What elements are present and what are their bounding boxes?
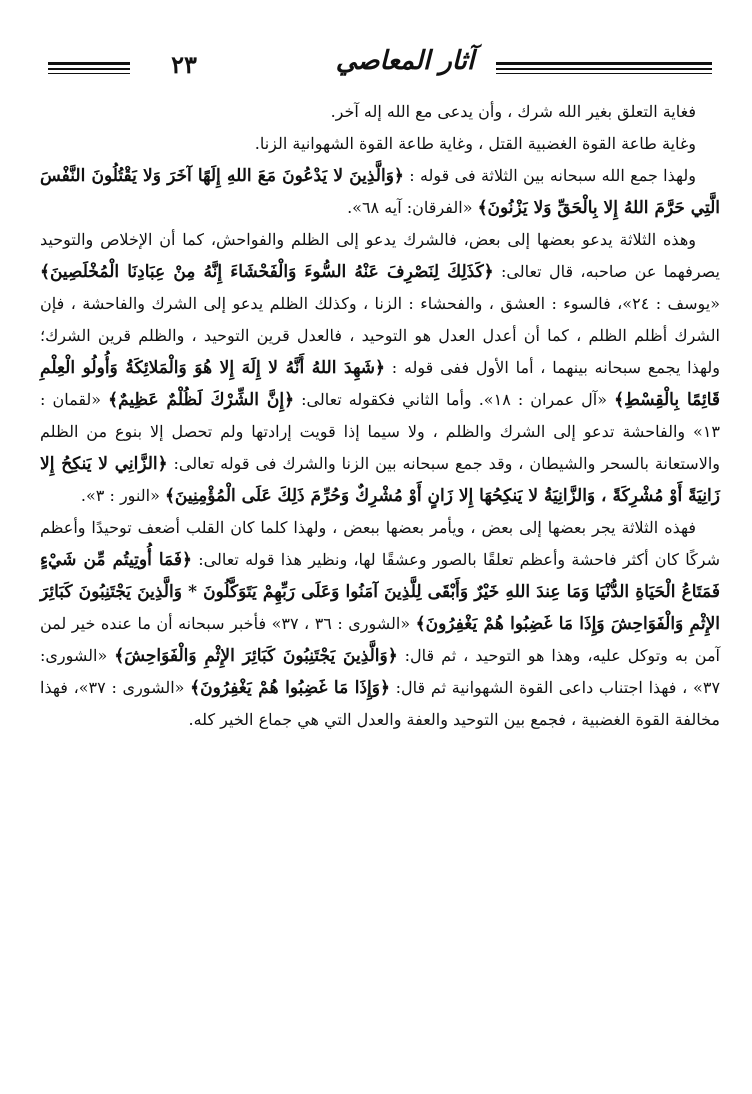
text-segment: فغاية التعلق بغير الله شرك ، وأن يدعى مع الله إله آخر.	[330, 102, 696, 121]
header-rule-left	[48, 62, 130, 74]
text-segment: «النور : ٣».	[80, 486, 165, 505]
text-segment: «لقمان : ١٣» والفاحشة تدعو إلى الشرك والظلم ، ولا سيما إذا قويت إرادتها ولم تحصل إلا بنوع من الظلم والاستعانة بالسحر والشيطان ، وقد جمع سبحانه بين الزنا والشرك فى قوله تعالى:	[40, 390, 721, 473]
paragraph	[40, 512, 720, 736]
running-title: آثار المعاصي	[335, 46, 475, 76]
quran-quote: ﴿شَهِدَ اللهُ أَنَّهُ لا إِلَهَ إِلا هُوَ وَالْمَلائِكَةُ وَأُولُو الْعِلْمِ قَائِمًا بِالْقِسْطِ﴾	[40, 358, 721, 410]
text-segment: وهذه الثلاثة يدعو بعضها إلى بعض، فالشرك يدعو إلى الظلم والفواحش، كما أن الإخلاص والتوحيد يصرفهما عن صاحبه، قال تعالى:	[40, 230, 720, 281]
page-header	[48, 46, 712, 90]
quran-quote: ﴿وَإِذَا مَا غَضِبُوا هُمْ يَغْفِرُونَ﴾	[190, 678, 390, 698]
text-segment: «الشورى : ٣٧»، فهذا مخالفة القوة الغضبية ، فجمع بين التوحيد والعفة والعدل التي هي جماع الخير كله.	[40, 678, 720, 729]
page-body	[40, 96, 720, 736]
header-rule-right	[496, 62, 712, 74]
quran-quote: ﴿وَالَّذِينَ يَجْتَنِبُونَ كَبَائِرَ الإِثْمِ وَالْفَوَاحِشَ﴾	[114, 646, 398, 666]
quran-quote: ﴿إِنَّ الشِّرْكَ لَظُلْمٌ عَظِيمٌ﴾	[108, 390, 295, 410]
text-segment: «الشورى : ٣٦ ، ٣٧» فأخبر سبحانه أن ما عنده خير لمن آمن به وتوكل عليه، وهذا هو التوحيد ، ثم قال:	[40, 614, 720, 665]
text-segment: «يوسف : ٢٤»، فالسوء : العشق ، والفحشاء : الزنا ، وكذلك الظلم يدعو إلى الشرك والفاحشة ، فإن الشرك أظلم الظلم ، كما أن أعدل العدل هو التوحيد ، فالعدل قرين التوحيد ، والظلم قرين الشرك؛ ولهذا يجمع سبحانه بينهما ، أما الأول ففى قوله :	[40, 294, 721, 377]
quran-quote: ﴿الزَّانِي لا يَنكِحُ إِلا زَانِيَةً أَوْ مُشْرِكَةً ، وَالزَّانِيَةُ لا يَنكِحُهَا إِلا زَانٍ أَوْ مُشْرِكٌ وَحُرِّمَ ذَلِكَ عَلَى الْمُؤْمِنِينَ﴾	[40, 454, 720, 506]
text-segment: ولهذا جمع الله سبحانه بين الثلاثة فى قوله :	[403, 166, 696, 185]
quran-quote: ﴿فَمَا أُوتِيتُم مِّن شَيْءٍ فَمَتَاعُ الْحَيَاةِ الدُّنْيَا وَمَا عِندَ اللهِ خَيْرٌ وَأَبْقَى لِلَّذِينَ آمَنُوا وَعَلَى رَبِّهِمْ يَتَوَكَّلُونَ * وَالَّذِينَ يَجْتَنِبُونَ كَبَائِرَ الإِثْمِ وَالْفَوَاحِشَ وَإِذَا مَا غَضِبُوا هُمْ يَغْفِرُونَ﴾	[40, 550, 721, 634]
quran-quote: ﴿وَالَّذِينَ لا يَدْعُونَ مَعَ اللهِ إِلَهًا آخَرَ وَلا يَقْتُلُونَ النَّفْسَ الَّتِي حَرَّمَ اللهُ إِلا بِالْحَقِّ وَلا يَزْنُونَ﴾	[40, 166, 720, 218]
paragraph	[40, 128, 720, 160]
text-segment: وغاية طاعة القوة الغضبية القتل ، وغاية طاعة القوة الشهوانية الزنا.	[254, 134, 696, 153]
text-segment: فهذه الثلاثة يجر بعضها إلى بعض ، ويأمر بعضها ببعض ، ولهذا كلما كان القلب أضعف توحيدًا وأعظم شركًا كان أكثر فاحشة وأعظم تعلقًا بالصور وعشقًا لها، ونظير هذا قوله تعالى:	[40, 518, 720, 569]
text-segment: «الفرقان: آيه ٦٨».	[347, 198, 478, 217]
paragraph	[40, 96, 720, 128]
text-segment: «الشورى: ٣٧» ، فهذا اجتناب داعى القوة الشهوانية ثم قال:	[40, 646, 721, 697]
paragraph	[40, 224, 720, 512]
quran-quote: ﴿كَذَلِكَ لِنَصْرِفَ عَنْهُ السُّوءَ وَالْفَحْشَاءَ إِنَّهُ مِنْ عِبَادِنَا الْمُخْلَصِينَ﴾	[40, 262, 494, 282]
page-number: ٢٣	[171, 50, 197, 79]
paragraph	[40, 160, 720, 224]
text-segment: «آل عمران : ١٨». وأما الثاني فكقوله تعالى:	[294, 390, 615, 409]
